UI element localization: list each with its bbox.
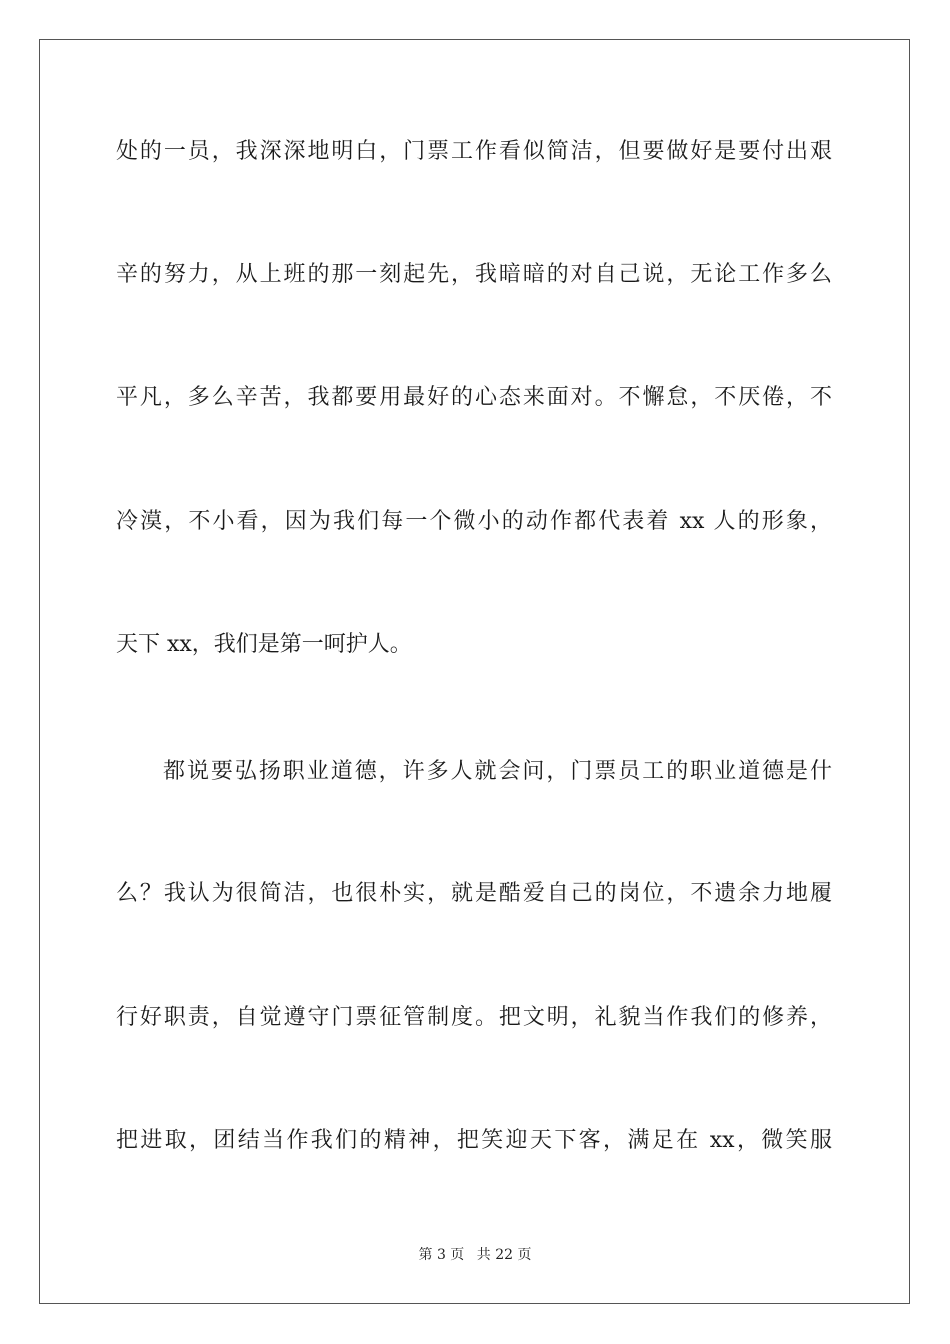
paragraph-line-6: 都说要弘扬职业道德，许多人就会问，门票员工的职业道德是什 bbox=[163, 759, 832, 784]
paragraph-line-1: 处的一员，我深深地明白，门票工作看似简洁，但要做好是要付出艰 bbox=[116, 139, 832, 164]
page-number: 第 3 页 bbox=[418, 1247, 465, 1263]
page-footer bbox=[0, 1246, 950, 1264]
page-border bbox=[39, 39, 910, 1304]
paragraph-line-2: 辛的努力，从上班的那一刻起先，我暗暗的对自己说，无论工作多么 bbox=[116, 262, 832, 287]
total-pages: 共 22 页 bbox=[476, 1247, 532, 1263]
paragraph-line-8: 行好职责，自觉遵守门票征管制度。把文明，礼貌当作我们的修养， bbox=[116, 1005, 832, 1030]
paragraph-line-3: 平凡，多么辛苦，我都要用最好的心态来面对。不懈怠，不厌倦，不 bbox=[116, 385, 832, 410]
paragraph-line-5: 天下 xx，我们是第一呵护人。 bbox=[116, 632, 412, 657]
paragraph-line-4: 冷漠，不小看，因为我们每一个微小的动作都代表着 xx 人的形象， bbox=[116, 509, 832, 534]
paragraph-line-7: 么？我认为很简洁，也很朴实，就是酷爱自己的岗位，不遗余力地履 bbox=[116, 881, 832, 906]
paragraph-line-9: 把进取，团结当作我们的精神，把笑迎天下客，满足在 xx，微笑服 bbox=[116, 1128, 832, 1153]
